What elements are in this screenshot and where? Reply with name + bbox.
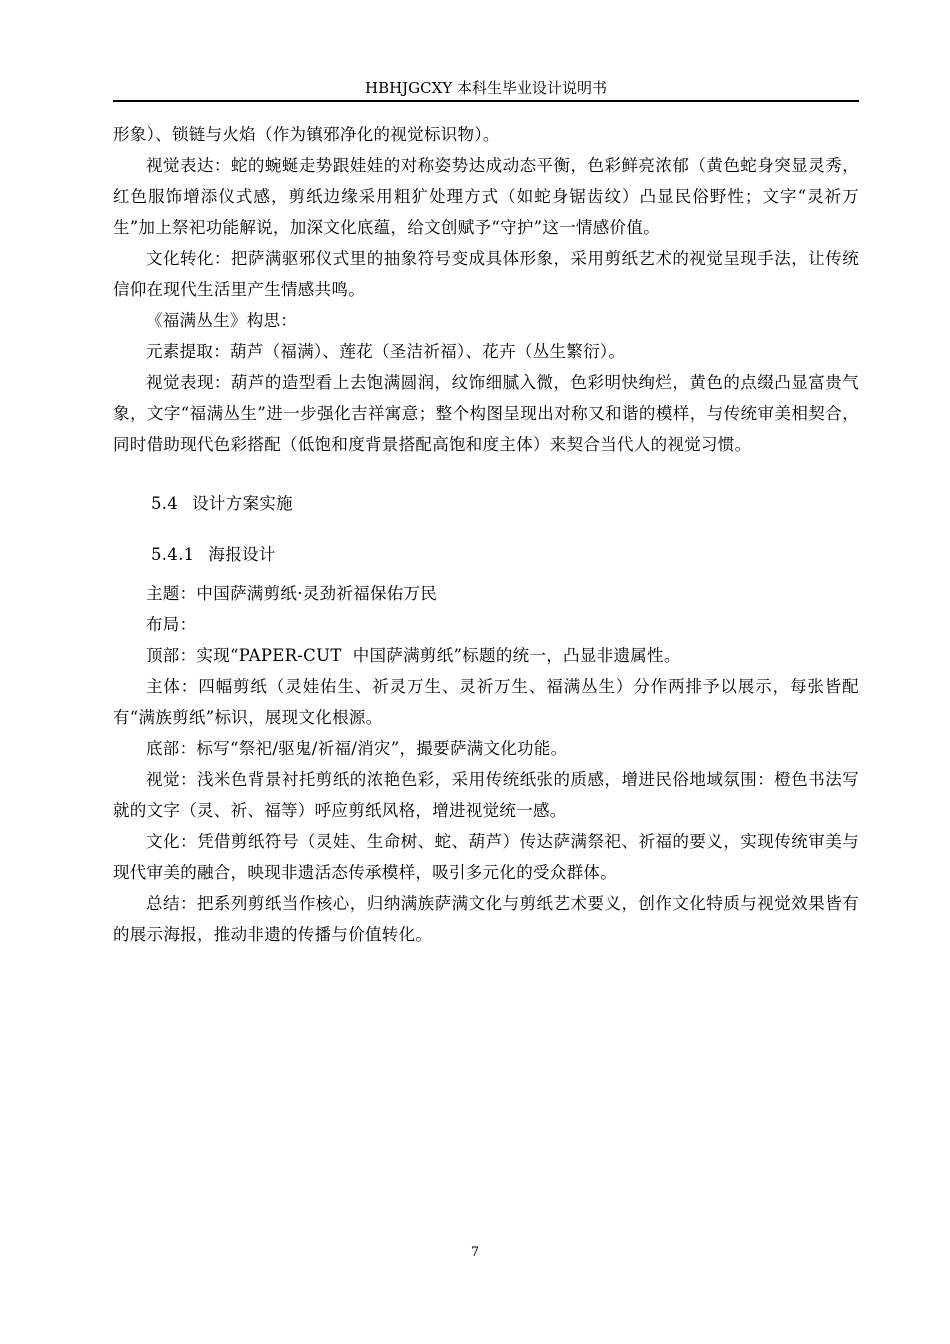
- paragraph-continuation: 形象）、锁链与火焰（作为镇邪净化的视觉标识物）。: [113, 125, 500, 144]
- header-title: HBHJGCXY 本科生毕业设计说明书: [364, 79, 607, 97]
- subsection-number: 5.4.1: [150, 545, 195, 564]
- paragraph-visual-expression: 视觉表达：蛇的蜿蜒走势跟娃娃的对称姿势达成动态平衡，色彩鲜亮浓郁（黄色蛇身突显灵秀，红色服饰增添仪式感，剪纸边缘采用粗犷处理方式（如蛇身锯齿纹）凸显民俗野性；文字“灵祈万生”加上祭祀功能解说，加深文化底蕴，给文创赋予“守护”这一情感价值。: [113, 156, 859, 237]
- subsection-spacer: [113, 519, 859, 539]
- paragraph-top: 顶部：实现“PAPER-CUT 中国萨满剪纸”标题的统一，凸显非遗属性。: [146, 646, 681, 665]
- paragraph-fuman-concept: 《福满丛生》构思：: [146, 311, 298, 330]
- section-spacer: [113, 460, 859, 488]
- subsection-body-spacer: [113, 570, 859, 578]
- paragraph-culture: 文化：凭借剪纸符号（灵娃、生命树、蛇、葫芦）传达萨满祭祀、祈福的要义，实现传统审美与现代审美的融合，映现非遗活态传承模样，吸引多元化的受众群体。: [113, 832, 859, 882]
- paragraph-summary: 总结：把系列剪纸当作核心，归纳满族萨满文化与剪纸艺术要义，创作文化特质与视觉效果皆有的展示海报，推动非遗的传播与价值转化。: [113, 894, 859, 944]
- document-body: [113, 119, 859, 950]
- paragraph-theme: 主题：中国萨满剪纸·灵劲祈福保佑万民: [146, 584, 438, 603]
- paragraph-visual-performance: 视觉表现：葫芦的造型看上去饱满圆润，纹饰细腻入微，色彩明快绚烂，黄色的点缀凸显富贵气象，文字“福满丛生”进一步强化吉祥寓意；整个构图呈现出对称又和谐的模样，与传统审美相契合，同时借助现代色彩搭配（低饱和度背景搭配高饱和度主体）来契合当代人的视觉习惯。: [113, 373, 859, 454]
- paragraph-element-extraction: 元素提取：葫芦（福满）、莲花（圣洁祈福）、花卉（丛生繁衍）。: [146, 342, 626, 361]
- page-header: [113, 78, 859, 102]
- paragraph-layout: 布局：: [146, 615, 197, 634]
- section-heading: [113, 488, 859, 519]
- paragraph-cultural-transformation: 文化转化：把萨满驱邪仪式里的抽象符号变成具体形象，采用剪纸艺术的视觉呈现手法，让传统信仰在现代生活里产生情感共鸣。: [113, 249, 859, 299]
- section-number: 5.4: [150, 494, 179, 513]
- paragraph-visual: 视觉：浅米色背景衬托剪纸的浓艳色彩，采用传统纸张的质感，增进民俗地域氛围：橙色书法写就的文字（灵、祈、福等）呼应剪纸风格，增进视觉统一感。: [113, 770, 859, 820]
- subsection-heading: [113, 539, 859, 570]
- page-number: 7: [470, 1245, 480, 1260]
- section-title: 设计方案实施: [192, 494, 293, 513]
- paragraph-main: 主体：四幅剪纸（灵娃佑生、祈灵万生、灵祈万生、福满丛生）分作两排予以展示，每张皆配有“满族剪纸”标识，展现文化根源。: [113, 677, 859, 727]
- subsection-title: 海报设计: [208, 545, 276, 564]
- paragraph-bottom: 底部：标写“祭祀/驱鬼/祈福/消灾”，撮要萨满文化功能。: [146, 739, 568, 758]
- header-rule: [113, 100, 859, 102]
